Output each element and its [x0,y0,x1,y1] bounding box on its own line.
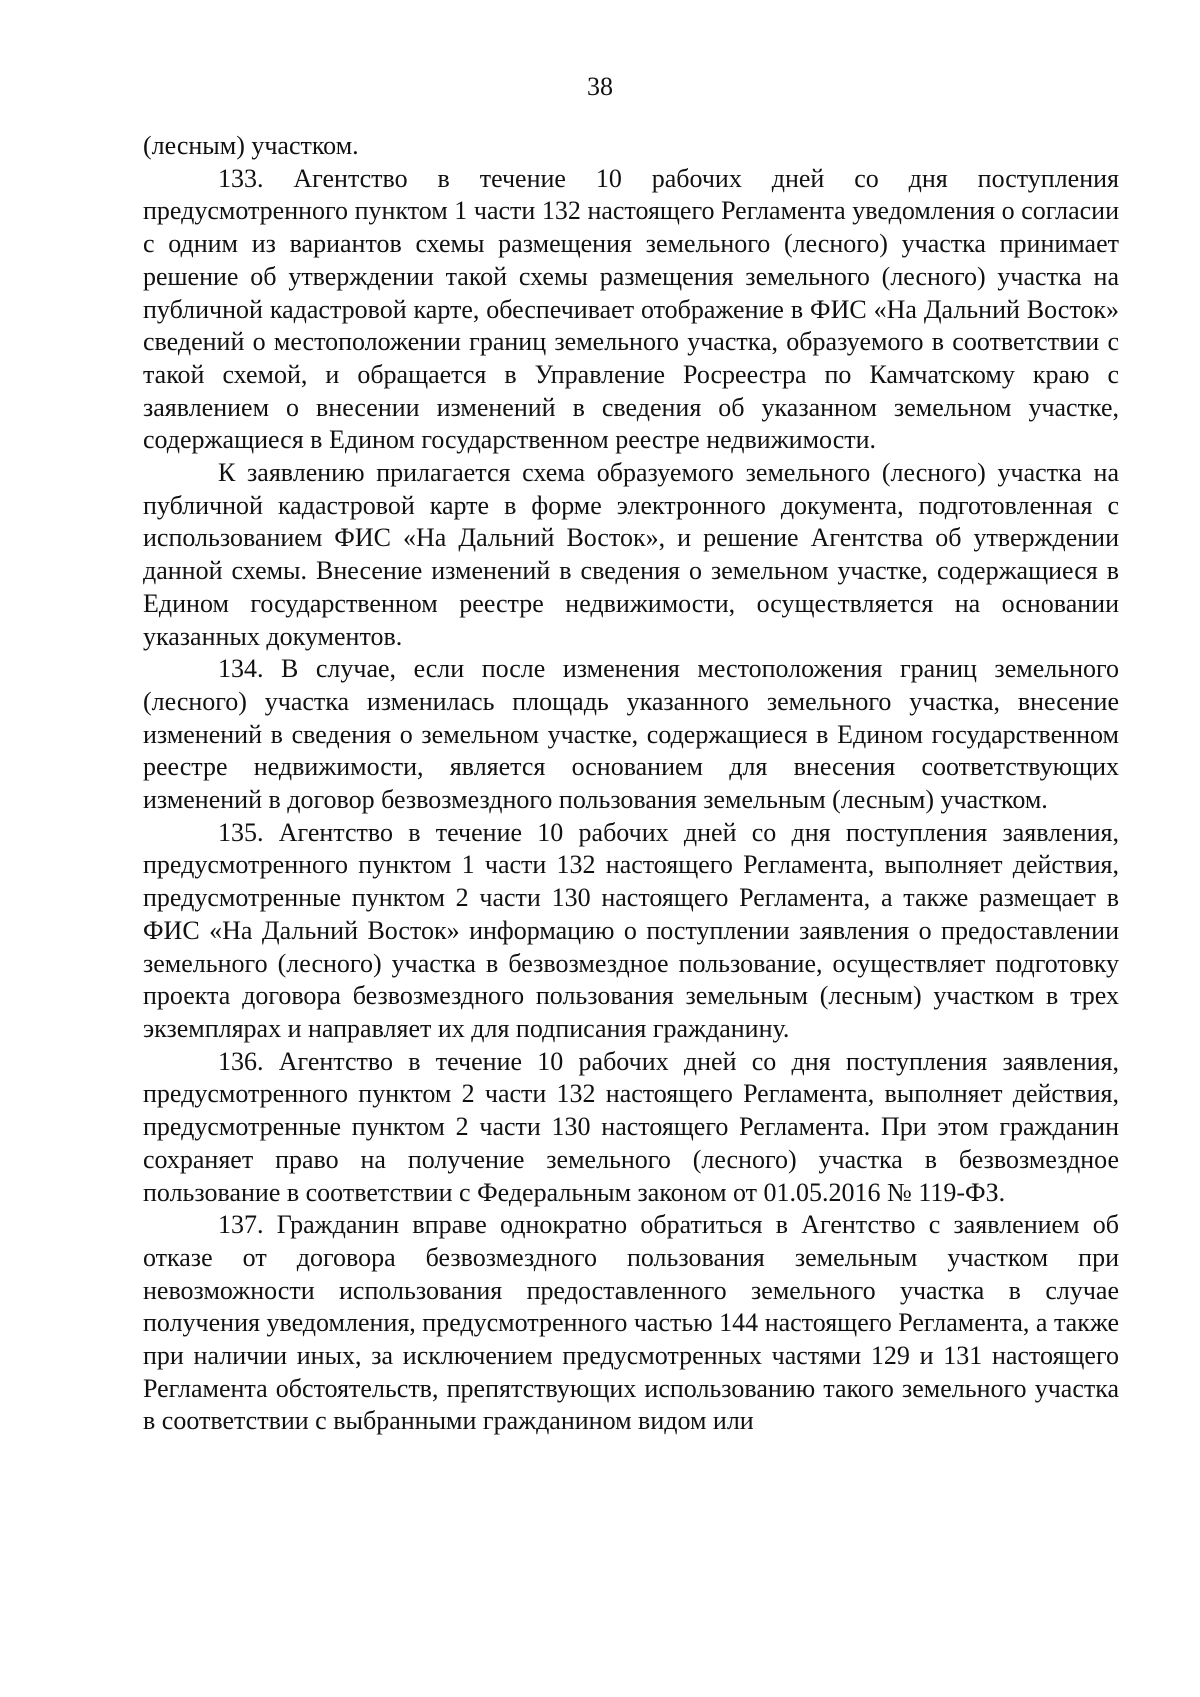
paragraph-attachment: К заявлению прилагается схема образуемого земельного (лесного) участка на публичной кадастровой карте в форме электронного документа, подготовленная с использованием ФИС «На Дальний Восток», и решение Агентства об утверждении данной схемы. Внесение изменений в сведения о земельном участке, содержащиеся в Едином государственном реестре недвижимости, осуществляется на основании указанных документов. [143,458,1119,651]
page-number: 38 [587,72,613,101]
paragraph-133: 133. Агентство в течение 10 рабочих дней со дня поступления предусмотренного пунктом 1 части 132 настоящего Регламента уведомления о согласии с одним из вариантов схемы размещения земельного (лесного) участка принимает решение об утверждении такой схемы размещения земельного (лесного) участка на публичной кадастровой карте, обеспечивает отображение в ФИС «На Дальний Восток» сведений о местоположении границ земельного участка, образуемого в соответствии с такой схемой, и обращается в Управление Росреестра по Камчатскому краю с заявлением о внесении изменений в сведения об указанном земельном участке, содержащиеся в Едином государственном реестре недвижимости. [143,163,1119,455]
paragraph-continuation: (лесным) участком. [143,131,359,160]
paragraph-136: 136. Агентство в течение 10 рабочих дней со дня поступления заявления, предусмотренного пунктом 2 части 132 настоящего Регламента, выполняет действия, предусмотренные пунктом 2 части 130 настоящего Регламента. При этом гражданин сохраняет право на получение земельного (лесного) участка в безвозмездное пользование в соответствии с Федеральным законом от 01.05.2016 № 119-ФЗ. [143,1046,1119,1207]
document-body [143,130,1119,1438]
paragraph-137: 137. Гражданин вправе однократно обратиться в Агентство с заявлением об отказе от договора безвозмездного пользования земельным участком при невозможности использования предоставленного земельного участка в случае получения уведомления, предусмотренного частью 144 настоящего Регламента, а также при наличии иных, за исключением предусмотренных частями 129 и 131 настоящего Регламента обстоятельств, препятствующих использованию такого земельного участка в соответствии с выбранными гражданином видом или [143,1210,1119,1436]
paragraph-134: 134. В случае, если после изменения местоположения границ земельного (лесного) участка изменилась площадь указанного земельного участка, внесение изменений в сведения о земельном участке, содержащиеся в Едином государственном реестре недвижимости, является основанием для внесения соответствующих изменений в договор безвозмездного пользования земельным (лесным) участком. [143,654,1119,815]
paragraph-135: 135. Агентство в течение 10 рабочих дней со дня поступления заявления, предусмотренного пунктом 1 части 132 настоящего Регламента, выполняет действия, предусмотренные пунктом 2 части 130 настоящего Регламента, а также размещает в ФИС «На Дальний Восток» информацию о поступлении заявления о предоставлении земельного (лесного) участка в безвозмездное пользование, осуществляет подготовку проекта договора безвозмездного пользования земельным (лесным) участком в трех экземплярах и направляет их для подписания гражданину. [143,817,1119,1043]
